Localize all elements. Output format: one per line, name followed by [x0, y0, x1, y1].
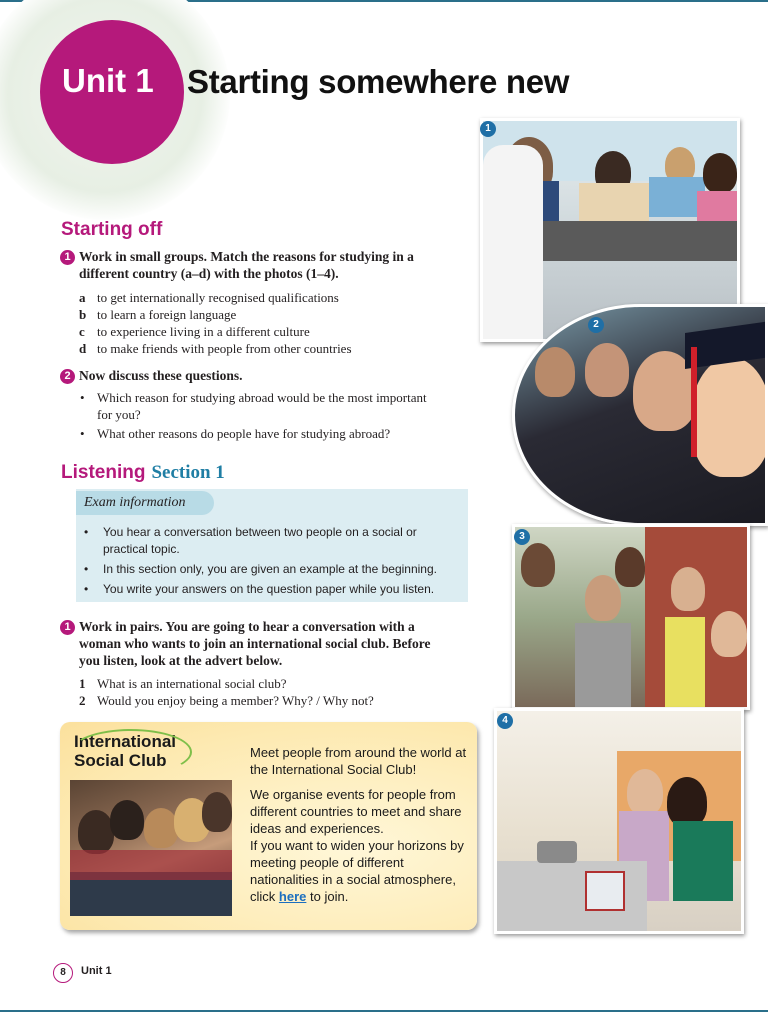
- advert-text-span: to join.: [310, 889, 349, 904]
- foreground-figure: [483, 145, 543, 342]
- social-club-advert: [60, 722, 477, 930]
- list-text: to get internationally recognised qualifications: [97, 290, 339, 305]
- listening-heading: Listening: [61, 462, 146, 483]
- list-text: Would you enjoy being a member? Why? / Why not?: [97, 693, 374, 708]
- task1-instruction: [60, 248, 470, 282]
- list-text: What is an international social club?: [97, 676, 287, 691]
- page-title: Starting somewhere new: [187, 63, 570, 100]
- measuring-jug-shape: [585, 871, 625, 911]
- list-item: [79, 692, 469, 709]
- question-line: What other reasons do people have for studying abroad?: [97, 426, 391, 441]
- task2-instruction: [60, 367, 470, 384]
- task-number-badge: 1: [60, 250, 75, 265]
- exam-information-list: [84, 524, 464, 601]
- discussion-questions: [76, 389, 476, 444]
- person-silhouette: [691, 357, 768, 477]
- list-text: to make friends with people from other countries: [97, 341, 352, 356]
- listening-subheading: Section 1: [151, 462, 225, 483]
- person-shirt: [665, 617, 705, 710]
- tassel-shape: [691, 347, 697, 457]
- advert-paragraph: We organise events for people from different countries to meet and share ideas and experiences.: [250, 787, 462, 836]
- mortarboard-shape: [685, 321, 768, 369]
- person-shirt: [575, 623, 631, 710]
- reason-list: [79, 289, 469, 357]
- advert-text: [250, 744, 475, 905]
- listening-question-list: [79, 675, 469, 709]
- person-silhouette: [202, 792, 232, 832]
- task2-instruction-text: Now discuss these questions.: [79, 368, 243, 383]
- person-silhouette: [110, 800, 144, 840]
- task-number-badge: 1: [60, 620, 75, 635]
- bullet-icon: •: [84, 525, 89, 539]
- instruction-line: woman who wants to join an international social club. Before: [79, 636, 431, 651]
- person-shirt: [673, 821, 733, 901]
- list-key: a: [79, 290, 86, 305]
- person-silhouette: [627, 769, 663, 815]
- list-item: [79, 289, 469, 306]
- question-line: Which reason for studying abroad would be the most important: [97, 390, 427, 405]
- list-key: 2: [79, 693, 86, 708]
- advert-text-span: click: [250, 889, 276, 904]
- list-item: [84, 561, 464, 578]
- footer-unit-label: Unit 1: [81, 965, 112, 977]
- photo-number-badge: 1: [480, 121, 496, 137]
- list-item: [79, 675, 469, 692]
- instruction-line: Work in pairs. You are going to hear a conversation with a: [79, 619, 415, 634]
- advert-text-span: If you want to widen your horizons by meeting people of different nationalities in a social atmosphere,: [250, 838, 464, 887]
- list-item: [76, 425, 476, 442]
- photo-students-outdoors: [512, 524, 750, 710]
- list-item: [79, 306, 469, 323]
- exam-bullet-line: practical topic.: [103, 542, 180, 556]
- list-item: [84, 524, 464, 558]
- instruction-line: you listen, look at the advert below.: [79, 653, 283, 668]
- advert-paragraph: Meet people from around the world at the International Social Club!: [250, 745, 467, 777]
- exam-bullet-line: You hear a conversation between two people on a social or: [103, 525, 417, 539]
- person-silhouette: [667, 777, 707, 827]
- task1-instruction-line1: Work in small groups. Match the reasons for studying in a: [79, 249, 414, 264]
- logo-line: Social Club: [74, 751, 167, 770]
- task1-instruction-line2: different country (a–d) with the photos (1–4).: [79, 266, 339, 281]
- clothing-shape: [70, 850, 232, 880]
- list-key: c: [79, 324, 85, 339]
- exam-information-label: Exam information: [76, 491, 214, 515]
- page-number: 8: [53, 963, 73, 983]
- person-silhouette: [615, 547, 645, 587]
- bullet-icon: •: [80, 426, 85, 441]
- person-silhouette: [535, 347, 575, 397]
- logo-line: International: [74, 732, 177, 751]
- section-heading-listening: [61, 462, 225, 484]
- list-item: [84, 581, 464, 598]
- person-silhouette: [671, 567, 705, 611]
- bullet-icon: •: [80, 390, 85, 405]
- task-number-badge: 2: [60, 369, 75, 384]
- list-text: to experience living in a different culture: [97, 324, 310, 339]
- bullet-icon: •: [84, 562, 89, 576]
- friends-photo: [70, 780, 232, 916]
- join-link[interactable]: here: [278, 889, 307, 904]
- person-silhouette: [78, 810, 114, 854]
- advert-paragraph: [250, 837, 475, 905]
- unit-label: Unit 1: [62, 62, 154, 99]
- photo-number-badge: 4: [497, 713, 513, 729]
- photo-graduates: [512, 304, 768, 526]
- listening-task1-instruction: [60, 618, 470, 669]
- list-item: [79, 340, 469, 357]
- exam-bullet-line: In this section only, you are given an example at the beginning.: [103, 562, 437, 576]
- person-silhouette: [144, 808, 178, 848]
- person-silhouette: [585, 575, 621, 621]
- bullet-icon: •: [84, 582, 89, 596]
- logo-swoosh: [70, 729, 192, 775]
- section-heading-starting-off: Starting off: [61, 219, 163, 240]
- photo-number-badge: 3: [514, 529, 530, 545]
- list-text: to learn a foreign language: [97, 307, 237, 322]
- question-line: for you?: [97, 407, 141, 422]
- person-silhouette: [521, 543, 555, 587]
- list-key: b: [79, 307, 87, 322]
- photo-cooking: [494, 708, 744, 934]
- person-silhouette: [711, 611, 747, 657]
- person-silhouette: [703, 153, 737, 193]
- exam-bullet-line: You write your answers on the question paper while you listen.: [103, 582, 435, 596]
- list-item: [79, 323, 469, 340]
- pot-shape: [537, 841, 577, 863]
- person-silhouette: [585, 343, 629, 397]
- list-item: [76, 389, 476, 423]
- list-key: 1: [79, 676, 86, 691]
- bottom-rule: [0, 1010, 768, 1012]
- photo-number-badge: 2: [588, 317, 604, 333]
- list-key: d: [79, 341, 87, 356]
- club-logo: [74, 732, 176, 770]
